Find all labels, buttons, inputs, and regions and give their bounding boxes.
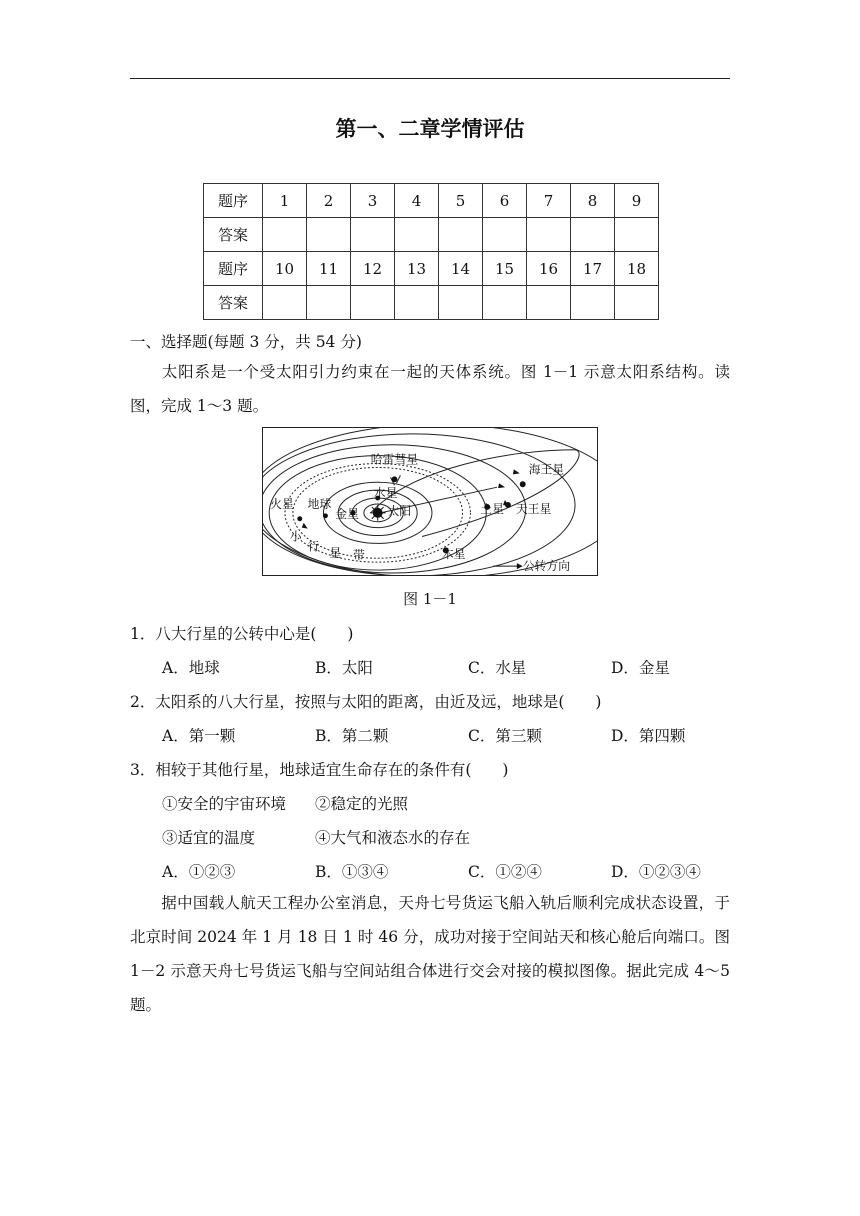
answer-row [204,218,659,252]
question-1-option-c: C．水星 [468,659,527,677]
question-3-option-a: A．①②③ [162,863,236,881]
earth-label: 地球 [307,496,332,511]
question-3-option-b: B．①③④ [315,863,389,881]
question-number-cell: 2 [307,184,351,218]
venus-label: 金星 [335,506,359,521]
question-2-option-c: C．第三颗 [468,727,542,745]
question-2-stem: 2．太阳系的八大行星，按照与太阳的距离，由近及远，地球是( ) [130,693,602,711]
question-3-statement-2: ②稳定的光照 [315,795,409,813]
row-header-cell: 题序 [204,252,263,286]
question-number-cell: 16 [527,252,571,286]
sun-label: 太阳 [387,503,412,518]
question-number-cell: 8 [571,184,615,218]
comet-label: 哈雷彗星 [370,452,419,467]
question-number-cell: 7 [527,184,571,218]
neptune-label: 海王星 [528,462,565,477]
question-number-cell: 4 [395,184,439,218]
answer-cell[interactable] [483,218,527,252]
answer-cell[interactable] [351,286,395,320]
question-number-cell: 10 [263,252,307,286]
answer-cell[interactable] [527,218,571,252]
question-3-statement-3: ③适宜的温度 [162,829,256,847]
answer-cell[interactable] [571,218,615,252]
asteroid-belt-char-1: 小 [289,529,302,544]
saturn-label: 土星 [480,501,504,516]
answer-cell[interactable] [307,218,351,252]
question-3-stem: 3．相较于其他行星，地球适宜生命存在的条件有( ) [130,761,509,779]
question-3-option-c: C．①②④ [468,863,542,881]
answer-cell[interactable] [395,218,439,252]
answer-cell[interactable] [527,286,571,320]
jupiter-label: 木星 [441,547,466,562]
answer-cell[interactable] [483,286,527,320]
answer-cell[interactable] [263,286,307,320]
intro-paragraph-1 [130,355,730,423]
question-1-stem: 1．八大行星的公转中心是( ) [130,625,354,643]
question-number-cell: 13 [395,252,439,286]
question-2-option-b: B．第二颗 [315,727,389,745]
question-1-option-d: D．金星 [611,659,670,677]
mercury-label: 水星 [373,486,398,501]
intro-paragraph-2 [130,886,730,1022]
answer-row [204,286,659,320]
intro-text-1: 太阳系是一个受太阳引力约束在一起的天体系统。图 1－1 示意太阳系结构。读图，完成 1～3 题。 [130,363,730,415]
answer-cell[interactable] [439,286,483,320]
question-3-option-d: D．①②③④ [611,863,701,881]
asteroid-belt-char-3: 星 [329,546,342,561]
answer-cell[interactable] [351,218,395,252]
question-2-option-d: D．第四颗 [611,727,686,745]
question-number-cell: 18 [615,252,659,286]
question-number-cell: 14 [439,252,483,286]
question-3-statement-1: ①安全的宇宙环境 [162,795,287,813]
revolution-direction-legend: 公转方向 [522,559,571,574]
solar-system-diagram [263,428,597,575]
answer-cell[interactable] [571,286,615,320]
question-2-option-a: A．第一颗 [162,727,236,745]
question-1-option-b: B．太阳 [315,659,373,677]
asteroid-belt-char-2: 行 [307,539,320,554]
answer-cell[interactable] [615,218,659,252]
answer-cell[interactable] [307,286,351,320]
solar-system-figure [262,427,598,576]
question-number-cell: 11 [307,252,351,286]
answer-cell[interactable] [615,286,659,320]
question-1-option-a: A．地球 [162,659,220,677]
question-number-cell: 3 [351,184,395,218]
answer-cell[interactable] [263,218,307,252]
question-number-row [204,252,659,286]
page-title: 第一、二章学情评估 [335,117,525,141]
mars-label: 火星 [270,496,294,511]
asteroid-belt-char-4: 带 [353,548,365,563]
section-heading: 一、选择题(每题 3 分，共 54 分) [130,333,362,351]
top-rule [130,78,730,79]
answer-cell[interactable] [439,218,483,252]
row-header-cell: 答案 [204,286,263,320]
question-number-cell: 1 [263,184,307,218]
row-header-cell: 题序 [204,184,263,218]
row-header-cell: 答案 [204,218,263,252]
uranus-label: 天王星 [515,501,552,516]
question-number-cell: 15 [483,252,527,286]
intro-text-2: 据中国载人航天工程办公室消息，天舟七号货运飞船入轨后顺利完成状态设置，于北京时间 2024 年 1 月 18 日 1 时 46 分，成功对接于空间站天和核心舱后向端口。图 1－2 示意天舟七号货运飞船与空间站组合体进行交会对接的模拟图像。据此完成 4～5 题。 [130,894,730,1014]
question-number-cell: 17 [571,252,615,286]
question-number-cell: 5 [439,184,483,218]
question-3-statement-4: ④大气和液态水的存在 [315,829,471,847]
question-number-cell: 12 [351,252,395,286]
question-number-cell: 9 [615,184,659,218]
answer-cell[interactable] [395,286,439,320]
question-number-cell: 6 [483,184,527,218]
figure-1-caption: 图 1－1 [403,590,457,608]
question-number-row [204,184,659,218]
answer-table [203,183,659,320]
